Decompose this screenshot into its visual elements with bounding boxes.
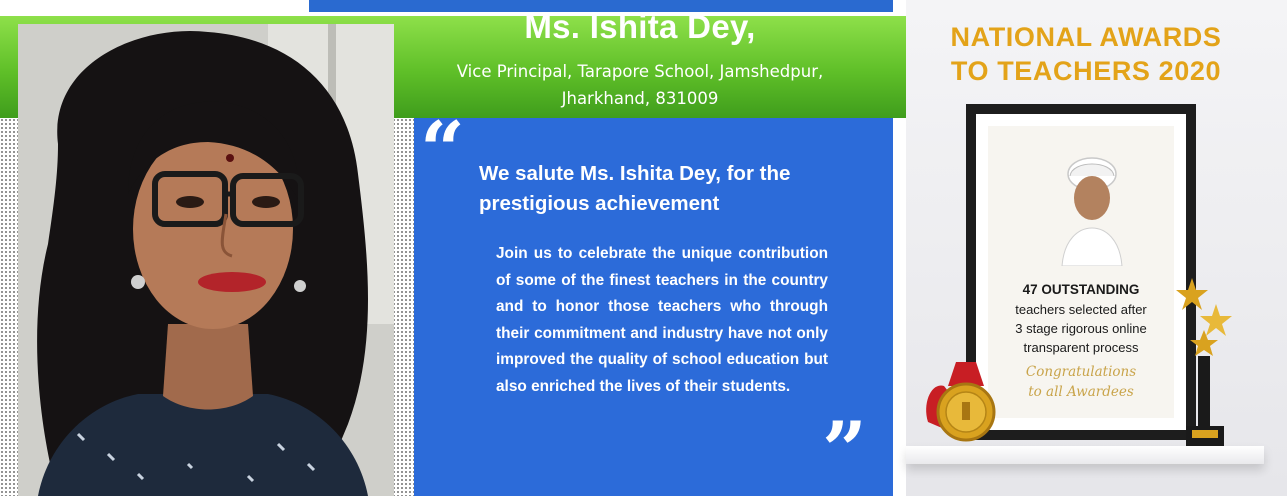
awardee-designation — [408, 58, 872, 112]
dot-pattern-left — [0, 118, 20, 496]
awards-title-line-2: TO TEACHERS 2020 — [950, 56, 1222, 86]
selection-line-1: teachers selected after — [1015, 302, 1147, 317]
portrait-icon — [1052, 152, 1132, 266]
awards-title-line-1: NATIONAL AWARDS — [950, 22, 1222, 52]
designation-line-1: Vice Principal, Tarapore School, Jamshedpur, — [456, 62, 824, 81]
salute-heading — [479, 159, 879, 219]
awardee-portrait-illustration — [18, 24, 394, 496]
congratulations-line-2: to all Awardees — [1028, 384, 1134, 400]
awardee-name: Ms. Ishita Dey, — [524, 8, 756, 45]
congratulations-line-1: Congratulations — [1025, 364, 1137, 380]
dot-pattern-middle — [392, 118, 414, 496]
trophy-icon — [1176, 278, 1236, 450]
quote-open-icon: “ — [420, 105, 465, 196]
salute-line-1: We salute Ms. Ishita Dey, for the — [479, 162, 791, 185]
selection-line-2: 3 stage rigorous online — [1015, 321, 1147, 336]
medal-icon — [922, 362, 1012, 448]
quote-close-icon: ” — [822, 405, 867, 496]
celebration-message: Join us to celebrate the unique contribution of some of the finest teachers in the country and to honor those teachers who through their commitment and industry have not only improved the quality of school education but also enriched the lives of their students. — [496, 245, 828, 395]
salute-line-2: prestigious achievement — [479, 192, 720, 215]
awardee-photo — [18, 24, 394, 496]
awards-title — [906, 20, 1266, 88]
outstanding-count: 47 OUTSTANDING — [1022, 282, 1140, 297]
designation-line-2: Jharkhand, 831009 — [561, 89, 719, 108]
selection-line-3: transparent process — [1023, 340, 1139, 355]
